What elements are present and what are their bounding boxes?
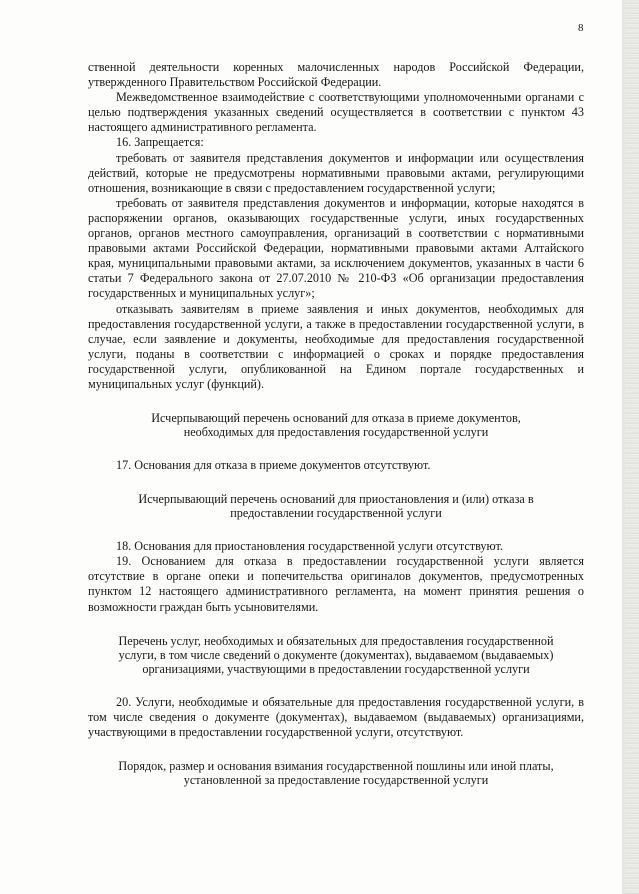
scan-edge	[625, 0, 639, 894]
section-heading-state-fee: Порядок, размер и основания взимания государственной пошлины или иной платы, установленной за предоставление государственной услуги	[118, 758, 554, 787]
paragraph-interaction: Межведомственное взаимодействие с соответствующими уполномоченными органами с целью подтверждения указанных сведений осуществляется в соответствии с пунктом 43 настоящего административного регламента.	[88, 90, 584, 135]
document-body	[88, 60, 584, 787]
paragraph-prohibition-1: требовать от заявителя представления документов и информации или осуществления действий, которые не предусмотрены нормативными правовыми актами, регулирующими отношения, возникающие в связи с предоставлением государственной услуги;	[88, 150, 584, 195]
page-number: 8	[578, 22, 584, 34]
paragraph-item-17: 17. Основания для отказа в приеме документов отсутствуют.	[116, 458, 431, 473]
paragraph-prohibition-3: отказывать заявителям в приеме заявления и иных документов, необходимых для предоставления государственной услуги, а также в предоставлении государственной услуги, в случае, если заявление и документы, необходимые для предоставления государственной услуги, поданы в соответствии с информацией о сроках и порядке предоставления государственной услуги, опубликованной на Едином портале государственных и муниципальных услуг (функций).	[88, 301, 584, 391]
section-heading-suspension: Исчерпывающий перечень оснований для приостановления и (или) отказа в предоставлении государственной услуги	[138, 492, 534, 521]
paragraph-item-18: 18. Основания для приостановления государственной услуги отсутствуют.	[116, 539, 503, 554]
paragraph-continuation: ственной деятельности коренных малочисленных народов Российской Федерации, утвержденного Правительством Российской Федерации.	[88, 60, 584, 90]
paragraph-item-20: 20. Услуги, необходимые и обязательные для предоставления государственной услуги, в том числе сведения о документе (документах), выдаваемом (выдаваемых) организациями, участвующими в предоставлении государственной услуги, отсутствуют.	[88, 694, 584, 739]
paragraph-prohibition-2: требовать от заявителя представления документов и информации, которые находятся в распоряжении органов, оказывающих государственные услуги, иных государственных органов, органов местного самоуправления, организаций в соответствии с нормативными правовыми актами Российской Федерации, нормативными правовыми актами Алтайского края, муниципальными правовыми актами, за исключением документов, указанных в части 6 статьи 7 Федерального закона от 27.07.2010 № 210-ФЗ «Об организации предоставления государственных и муниципальных услуг»;	[88, 195, 584, 301]
paragraph-item-19: 19. Основанием для отказа в предоставлении государственной услуги является отсутствие в органе опеки и попечительства оригиналов документов, предусмотренных пунктом 12 настоящего административного регламента, на момент принятия решения о возможности граждан быть усыновителями.	[88, 554, 584, 614]
section-heading-refusal-documents: Исчерпывающий перечень оснований для отказа в приеме документов, необходимых для предоставления государственной услуги	[151, 411, 521, 440]
paragraph-item-16: 16. Запрещается:	[116, 135, 204, 150]
section-heading-required-services: Перечень услуг, необходимых и обязательных для предоставления государственной услуги, в том числе сведений о документе (документах), выдаваемом (выдаваемых) организациями, участвующими в предоставлении государственной услуги	[118, 633, 554, 676]
